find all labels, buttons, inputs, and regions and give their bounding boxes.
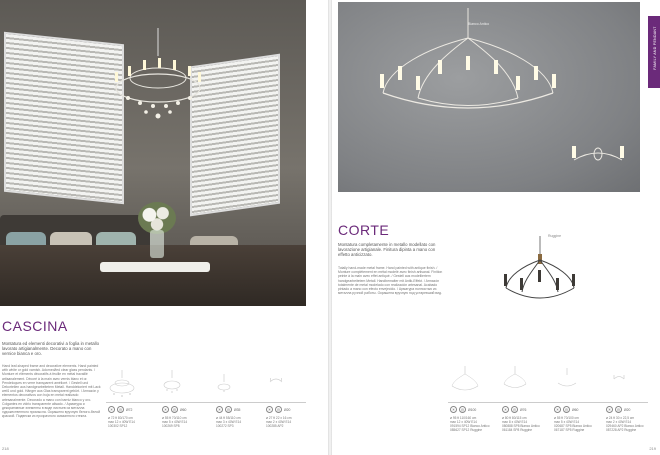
cascina-sp8-spec: ø 55 ft 70/110 cm max 5 x 40W E14 100269 SP8 [162, 416, 188, 428]
finish-label-bianco-antico: Bianco Antico [468, 22, 490, 26]
bulb-icon: ✳ [607, 407, 612, 412]
bulb-icon: ✳ [217, 407, 222, 412]
right-page [332, 0, 660, 455]
cascina-ap2-icons [266, 406, 290, 413]
bulb-icon: ✳ [451, 407, 456, 412]
dimension-icon: ◎ [226, 407, 231, 412]
dimension-icon: ◎ [564, 407, 569, 412]
cascina-sp3-thumbnail [216, 374, 232, 394]
corte-sp5-thumbnail [556, 368, 578, 390]
corte-description-multilingual: Totally hand-made metal frame. Hand painted with antique finish. / Monture complètement en métal modelé avec finish artisanal. Finition peinte à la main avec effet antiqué. / Gestell aus modelliertem handgearbeitetem Metall. Handbemalter mit Antik-Effekt. / Armazón totalmente de metal modelado con realización artesanal. Acabado pintado a mano con efecto envejecido. / Арматура полностью из металла ручной работы. Окрашена вручную под устаревший вид. [338, 266, 443, 296]
vase [150, 230, 164, 258]
corte-sp5-spec: ø 55 ft 70/100 cm max 5 x 40W E14 020687 SP5 Bianco Antico 067187 SP5 Ruggine [554, 416, 592, 432]
left-page [0, 0, 328, 455]
product-title-cascina: CASCINA [2, 318, 68, 334]
window-blind-left [4, 32, 124, 205]
cascina-sp12-diameter: Ø72 [126, 407, 133, 412]
corte-sp8-thumbnail [502, 366, 528, 392]
dimension-icon: ◎ [616, 407, 621, 412]
cascina-sp12-thumbnail [108, 370, 136, 400]
cascina-ap2-diameter: Ø20 [284, 407, 291, 412]
bulb-icon: ✳ [109, 407, 114, 412]
bulb-icon: ✳ [503, 407, 508, 412]
dimension-icon: ◎ [118, 407, 123, 412]
dimension-icon: ◎ [276, 407, 281, 412]
cascina-chandelier-photo [108, 28, 208, 128]
cascina-ap2-spec: ø 27 ft 22 x 16 cm max 2 x 40W E14 100285 AP2 [266, 416, 292, 428]
cascina-sp3-diameter: Ø35 [234, 407, 241, 412]
bulb-icon: ✳ [163, 407, 168, 412]
cascina-sp12-spec: ø 72 ft 80/170 cm max 12 x 40W E14 100302 SP12 [108, 416, 135, 428]
bulb-icon: ✳ [267, 407, 272, 412]
product-title-corte: CORTE [338, 222, 390, 238]
corte-ap2-thumbnail [612, 370, 626, 384]
cascina-sp3-icons [216, 406, 240, 413]
corte-ap2-spec: ø 24 ft 30 x 22,5 cm max 2 x 40W E14 029460 AP2 Bianco Antico 087228 AP2 Ruggine [606, 416, 644, 432]
cascina-sp3-spec: ø 44 ft 55/110 cm max 3 x 40W E14 100272 SP3 [216, 416, 242, 428]
corte-chandelier-large [368, 8, 568, 128]
cascina-description-multilingual: Hand leaf-shaped frame and decorative elements. Hand painted with white or gold varnish. Adorned/led clear glass pendants. / Monture et éléments décoratifs à feuille en métal travaillé artisanalement. Décoré à la main avec vernis blanc et or. Pendeloques en verre transparent amélioré. / Gestell und Dekorteilen aus handgearbeitetem Metall. Handdekoriert mit Lack weiß und gold. Hänger aus Glas transparent gebürt. / Armazón y elementos decorativos con hoja en metal realizado artesanalmente. Decorado a mano con barniz blanco y oro. Colgantes en vidrio transparente alisado. / Арматура и декоративные элементы в виде листьев из металла художественного промысла. Окрашено вручную белого-белой краской. Подвески из прозрачного смазанного стекла. [2, 364, 101, 419]
page-number-left: 218 [2, 446, 9, 451]
table-runner [100, 262, 210, 272]
corte-wall-lamp [566, 132, 630, 176]
corte-sp12-thumbnail [450, 366, 480, 396]
finish-label-ruggine: Ruggine [548, 234, 562, 238]
cascina-description-it: Montatura ed elementi decorativi a foglia in metallo lavorato artigianalmente. Decorato a mano con vernice bianca e oro. [2, 341, 99, 357]
bulb-icon: ✳ [555, 407, 560, 412]
corte-sp8-spec: ø 80 ft 80/115 cm max 8 x 40W E14 080888 SP8 Bianco Antico 061184 SP8 Ruggine [502, 416, 540, 432]
cascina-sp8-icons [162, 406, 186, 413]
corte-chandelier-photo [338, 2, 640, 192]
category-tab: FAMILY AND PENDANT [648, 16, 660, 88]
corte-sp12-spec: ø 95 ft 110/160 cm max 12 x 40W E14 091594 SP12 Bianco Antico 085627 SP12 Ruggine [450, 416, 490, 432]
cascina-sp8-thumbnail [162, 370, 182, 396]
corte-ruggine-chandelier [498, 236, 582, 310]
dimension-icon: ◎ [460, 407, 465, 412]
dimension-icon: ◎ [512, 407, 517, 412]
corte-sp8-icons: ✳ ◎ Ø76 [503, 407, 527, 412]
dimension-icon: ◎ [172, 407, 177, 412]
cascina-sp12-icons [108, 406, 132, 413]
corte-description-it: Montatura completamente in metallo modellato con lavorazione artigianale. Finitura dipinta a mano con effetto anticizzato. [338, 242, 436, 258]
dining-room-photo [0, 0, 306, 306]
cascina-sp8-diameter: Ø60 [180, 407, 187, 412]
corte-ap2-icons: ✳ ◎ Ø20 [607, 407, 631, 412]
corte-sp12-icons: ✳ ◎ Ø100 [451, 407, 477, 412]
corte-sp5-icons: ✳ ◎ Ø60 [555, 407, 579, 412]
page-number-right: 219 [649, 446, 656, 451]
cascina-ap2-thumbnail [268, 374, 284, 388]
